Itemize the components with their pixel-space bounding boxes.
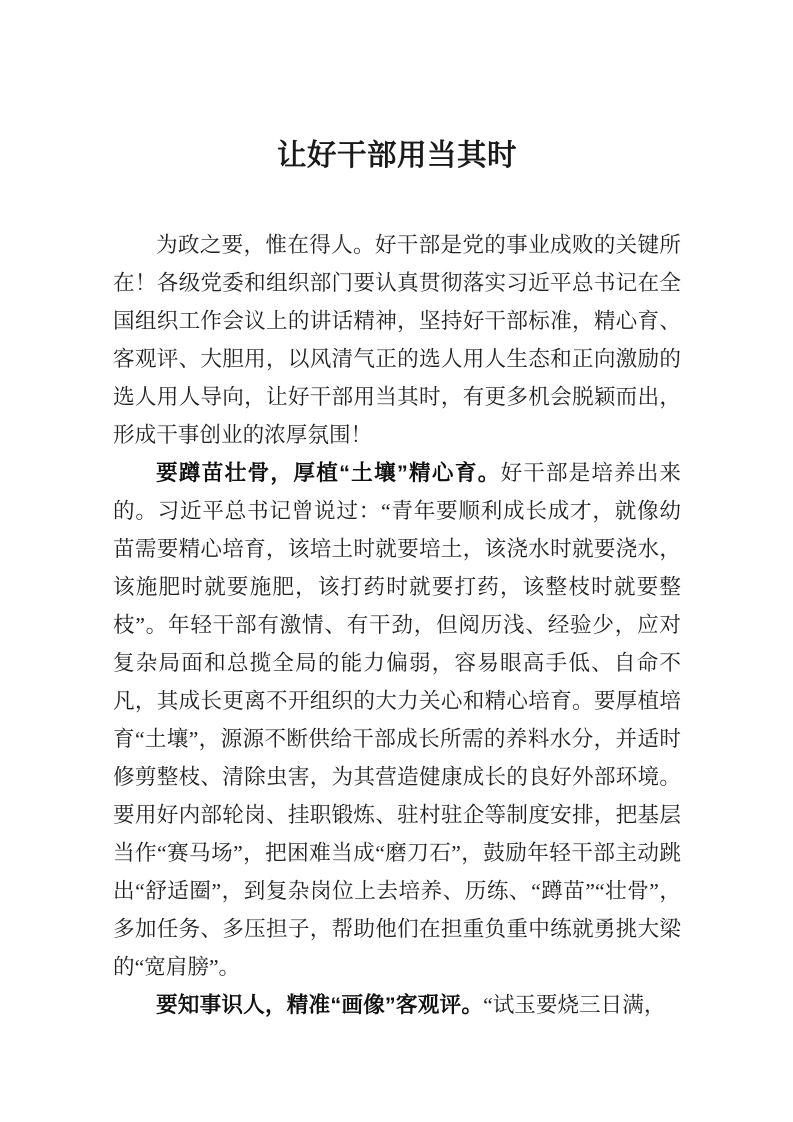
paragraph-3-lead: 要知事识人，精准“画像”客观评。 <box>156 992 484 1017</box>
paragraph-1 <box>113 226 681 454</box>
paragraph-3 <box>113 986 681 1024</box>
page-title: 让好干部用当其时 <box>276 139 517 172</box>
paragraph-1-body: 为政之要，惟在得人。好干部是党的事业成败的关键所在！各级党委和组织部门要认真贯彻落实习近平总书记在全国组织工作会议上的讲话精神，坚持好干部标准，精心育、客观评、大胆用，以风清气正的选人用人生态和正向激励的选人用人导向，让好干部用当其时，有更多机会脱颖而出，形成干事创业的浓厚氛围！ <box>113 233 681 447</box>
paragraph-3-body: “试玉要烧三日满， <box>483 993 666 1017</box>
document-content <box>113 0 681 1024</box>
paragraph-2 <box>113 454 681 986</box>
paragraph-2-lead: 要蹲苗壮骨，厚植“土壤”精心育。 <box>156 460 501 485</box>
paragraph-2-body: 好干部是培养出来的。习近平总书记曾说过：“青年要顺利成长成才，就像幼苗需要精心培育，该培土时就要培土，该浇水时就要浇水，该施肥时就要施肥，该打药时就要打药，该整枝时就要整枝”。年轻干部有激情、有干劲，但阅历浅、经验少，应对复杂局面和总揽全局的能力偏弱，容易眼高手低、自命不凡，其成长更离不开组织的大力关心和精心培育。要厚植培育“土壤”，源源不断供给干部成长所需的养料水分，并适时修剪整枝、清除虫害，为其营造健康成长的良好外部环境。要用好内部轮岗、挂职锻炼、驻村驻企等制度安排，把基层当作“赛马场”，把困难当成“磨刀石”，鼓励年轻干部主动跳出“舒适圈”，到复杂岗位上去培养、历练、“蹲苗”“壮骨”，多加任务、多压担子，帮助他们在担重负重中练就勇挑大梁的“宽肩膀”。 <box>113 461 681 979</box>
